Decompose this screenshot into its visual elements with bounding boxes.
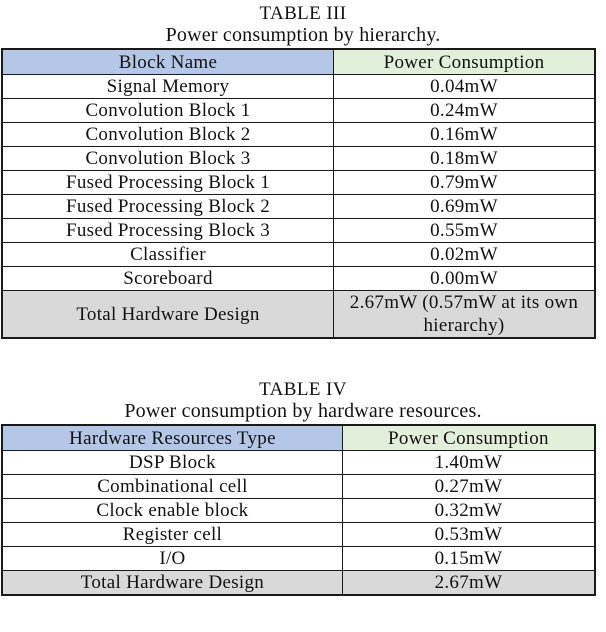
- block-name-cell: Convolution Block 2: [2, 123, 333, 147]
- total-row: [2, 571, 595, 596]
- table-iii-title: TABLE III: [259, 3, 347, 24]
- table-iv-title: TABLE IV: [259, 379, 347, 400]
- power-value-cell: 0.53mW: [342, 523, 595, 547]
- block-name-cell: Fused Processing Block 3: [2, 219, 333, 243]
- column-header-hardware-resources-type: Hardware Resources Type: [2, 425, 342, 451]
- resource-type-cell: I/O: [2, 547, 342, 571]
- table-row: [2, 267, 595, 291]
- block-name-cell: Convolution Block 1: [2, 99, 333, 123]
- resource-type-cell: Clock enable block: [2, 499, 342, 523]
- total-label-cell: Total Hardware Design: [2, 571, 342, 596]
- total-value-cell: 2.67mW (0.57mW at its own hierarchy): [333, 291, 595, 339]
- power-value-cell: 0.24mW: [333, 99, 595, 123]
- resource-type-cell: Register cell: [2, 523, 342, 547]
- power-value-cell: 0.32mW: [342, 499, 595, 523]
- power-value-cell: 0.79mW: [333, 171, 595, 195]
- column-header-block-name: Block Name: [2, 49, 333, 75]
- power-value-cell: 1.40mW: [342, 451, 595, 475]
- table-header-row: [2, 49, 595, 75]
- total-row: [2, 291, 595, 339]
- table-row: [2, 123, 595, 147]
- table-iii-caption: Power consumption by hierarchy.: [165, 24, 441, 46]
- block-name-cell: Fused Processing Block 1: [2, 171, 333, 195]
- power-value-cell: 0.69mW: [333, 195, 595, 219]
- total-label-cell: Total Hardware Design: [2, 291, 333, 339]
- table-row: [2, 499, 595, 523]
- table-row: [2, 195, 595, 219]
- table-row: [2, 147, 595, 171]
- block-name-cell: Convolution Block 3: [2, 147, 333, 171]
- power-value-cell: 0.27mW: [342, 475, 595, 499]
- power-value-cell: 0.16mW: [333, 123, 595, 147]
- power-value-cell: 0.55mW: [333, 219, 595, 243]
- table-row: [2, 451, 595, 475]
- block-name-cell: Scoreboard: [2, 267, 333, 291]
- resource-type-cell: DSP Block: [2, 451, 342, 475]
- power-value-cell: 0.02mW: [333, 243, 595, 267]
- table-row: [2, 171, 595, 195]
- resource-type-cell: Combinational cell: [2, 475, 342, 499]
- power-value-cell: 0.15mW: [342, 547, 595, 571]
- column-header-power-consumption: Power Consumption: [333, 49, 595, 75]
- table-iv-section: [0, 379, 606, 596]
- table-header-row: [2, 425, 595, 451]
- power-value-cell: 0.00mW: [333, 267, 595, 291]
- table-iii: [1, 48, 596, 339]
- table-row: [2, 219, 595, 243]
- power-value-cell: 0.04mW: [333, 75, 595, 99]
- table-iv: [1, 424, 596, 596]
- table-row: [2, 243, 595, 267]
- block-name-cell: Signal Memory: [2, 75, 333, 99]
- table-row: [2, 547, 595, 571]
- power-value-cell: 0.18mW: [333, 147, 595, 171]
- table-row: [2, 75, 595, 99]
- table-iv-caption: Power consumption by hardware resources.: [124, 400, 482, 422]
- column-header-power-consumption: Power Consumption: [342, 425, 595, 451]
- block-name-cell: Classifier: [2, 243, 333, 267]
- table-row: [2, 475, 595, 499]
- block-name-cell: Fused Processing Block 2: [2, 195, 333, 219]
- table-row: [2, 523, 595, 547]
- table-row: [2, 99, 595, 123]
- total-value-cell: 2.67mW: [342, 571, 595, 596]
